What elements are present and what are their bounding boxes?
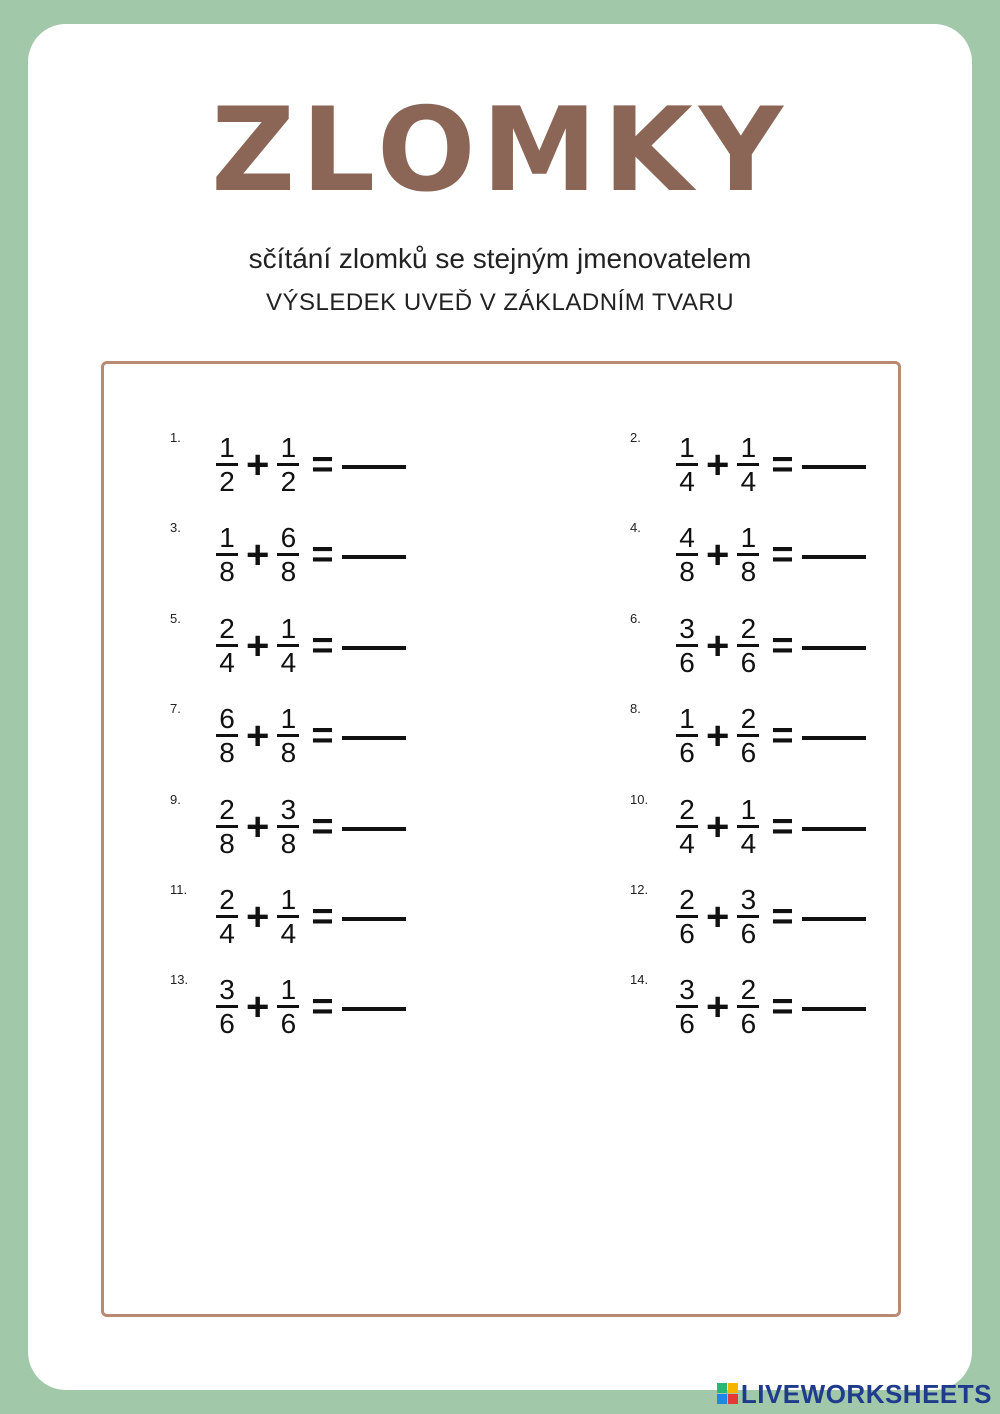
numerator: 2 xyxy=(740,613,757,644)
numerator: 1 xyxy=(280,974,297,1005)
equals-sign: = xyxy=(771,534,794,576)
problem-number: 2. xyxy=(630,430,641,445)
denominator: 8 xyxy=(219,556,235,587)
liveworksheets-logo-icon xyxy=(717,1383,739,1405)
fraction-left xyxy=(214,796,240,858)
equals-sign: = xyxy=(771,896,794,938)
problem-number: 12. xyxy=(630,882,649,897)
denominator: 4 xyxy=(280,918,297,949)
answer-blank[interactable] xyxy=(802,827,866,831)
equals-sign: = xyxy=(771,806,794,848)
plus-sign: + xyxy=(246,533,270,577)
fraction-left xyxy=(674,796,700,858)
denominator: 6 xyxy=(679,918,695,949)
fraction-left xyxy=(674,705,700,767)
denominator: 6 xyxy=(679,1008,695,1039)
fraction-expression xyxy=(674,792,866,862)
brand-text: LIVEWORKSHEETS xyxy=(740,1378,992,1409)
numerator: 1 xyxy=(219,432,235,463)
answer-blank[interactable] xyxy=(802,465,866,469)
liveworksheets-brand xyxy=(717,1380,992,1408)
numerator: 2 xyxy=(679,884,695,915)
problem-number: 1. xyxy=(170,430,181,445)
problem-number: 3. xyxy=(170,520,181,535)
denominator: 8 xyxy=(219,737,235,768)
denominator: 8 xyxy=(280,828,297,859)
fraction-expression xyxy=(214,430,406,500)
fraction-expression xyxy=(214,792,406,862)
fraction-expression xyxy=(214,701,406,771)
problem-number: 7. xyxy=(170,701,181,716)
equals-sign: = xyxy=(771,986,794,1028)
denominator: 6 xyxy=(740,647,757,678)
numerator: 3 xyxy=(740,884,757,915)
equals-sign: = xyxy=(311,896,334,938)
plus-sign: + xyxy=(246,443,270,487)
numerator: 1 xyxy=(219,522,235,553)
problem-number: 11. xyxy=(170,882,188,897)
fraction-expression xyxy=(214,611,406,681)
fraction-right xyxy=(735,524,761,586)
plus-sign: + xyxy=(246,624,270,668)
numerator: 6 xyxy=(280,522,297,553)
equals-sign: = xyxy=(311,625,334,667)
fraction-right xyxy=(735,434,761,496)
fraction-left xyxy=(214,705,240,767)
answer-blank[interactable] xyxy=(802,1007,866,1011)
numerator: 2 xyxy=(219,884,235,915)
denominator: 8 xyxy=(219,828,235,859)
plus-sign: + xyxy=(246,805,270,849)
denominator: 6 xyxy=(740,737,757,768)
denominator: 4 xyxy=(679,828,695,859)
fraction-left xyxy=(214,524,240,586)
denominator: 6 xyxy=(740,918,757,949)
fraction-right xyxy=(735,796,761,858)
fraction-right xyxy=(275,886,301,948)
fraction-left xyxy=(674,524,700,586)
denominator: 8 xyxy=(679,556,695,587)
fraction-expression xyxy=(214,972,406,1042)
answer-blank[interactable] xyxy=(342,646,406,650)
numerator: 1 xyxy=(679,432,695,463)
fraction-left xyxy=(214,976,240,1038)
numerator: 1 xyxy=(280,703,297,734)
denominator: 2 xyxy=(280,466,297,497)
fraction-left xyxy=(674,434,700,496)
plus-sign: + xyxy=(706,714,730,758)
numerator: 1 xyxy=(679,703,695,734)
plus-sign: + xyxy=(706,985,730,1029)
fraction-right xyxy=(275,615,301,677)
problem-number: 8. xyxy=(630,701,641,716)
problem-number: 13. xyxy=(170,972,189,987)
fraction-expression xyxy=(674,520,866,590)
fraction-right xyxy=(275,434,301,496)
numerator: 3 xyxy=(219,974,235,1005)
answer-blank[interactable] xyxy=(342,917,406,921)
fraction-expression xyxy=(674,611,866,681)
numerator: 3 xyxy=(679,974,695,1005)
denominator: 4 xyxy=(219,918,235,949)
fraction-right xyxy=(275,796,301,858)
denominator: 4 xyxy=(280,647,297,678)
numerator: 1 xyxy=(280,432,297,463)
plus-sign: + xyxy=(706,624,730,668)
fraction-left xyxy=(674,615,700,677)
denominator: 6 xyxy=(280,1008,297,1039)
numerator: 2 xyxy=(219,613,235,644)
problem-number: 6. xyxy=(630,611,641,626)
problem-number: 9. xyxy=(170,792,181,807)
fraction-left xyxy=(214,886,240,948)
fraction-expression xyxy=(674,882,866,952)
fraction-right xyxy=(735,615,761,677)
fraction-right xyxy=(735,976,761,1038)
problem-number: 4. xyxy=(630,520,641,535)
fraction-right xyxy=(275,524,301,586)
fraction-left xyxy=(214,434,240,496)
problem-number: 14. xyxy=(630,972,649,987)
answer-blank[interactable] xyxy=(342,827,406,831)
numerator: 1 xyxy=(740,794,757,825)
fraction-expression xyxy=(214,520,406,590)
denominator: 8 xyxy=(740,556,757,587)
fraction-right xyxy=(275,976,301,1038)
answer-blank[interactable] xyxy=(342,1007,406,1011)
denominator: 4 xyxy=(740,466,757,497)
numerator: 1 xyxy=(280,613,297,644)
fraction-expression xyxy=(674,972,866,1042)
problem-number: 10. xyxy=(630,792,649,807)
fraction-left xyxy=(214,615,240,677)
fraction-expression xyxy=(674,701,866,771)
denominator: 8 xyxy=(280,556,297,587)
instruction-text: VÝSLEDEK UVEĎ V ZÁKLADNÍM TVARU xyxy=(265,289,735,316)
fraction-right xyxy=(735,705,761,767)
equals-sign: = xyxy=(311,986,334,1028)
page-subtitle: sčítání zlomků se stejným jmenovatelem xyxy=(248,243,752,274)
fraction-right xyxy=(275,705,301,767)
numerator: 1 xyxy=(740,522,757,553)
equals-sign: = xyxy=(771,715,794,757)
plus-sign: + xyxy=(706,533,730,577)
numerator: 2 xyxy=(740,703,757,734)
answer-blank[interactable] xyxy=(342,465,406,469)
plus-sign: + xyxy=(246,895,270,939)
denominator: 6 xyxy=(219,1008,235,1039)
answer-blank[interactable] xyxy=(802,917,866,921)
equals-sign: = xyxy=(311,715,334,757)
numerator: 2 xyxy=(679,794,695,825)
plus-sign: + xyxy=(246,985,270,1029)
equals-sign: = xyxy=(311,534,334,576)
denominator: 6 xyxy=(679,737,695,768)
numerator: 1 xyxy=(740,432,757,463)
problem-number: 5. xyxy=(170,611,181,626)
answer-blank[interactable] xyxy=(342,736,406,740)
answer-blank[interactable] xyxy=(802,646,866,650)
numerator: 2 xyxy=(740,974,757,1005)
denominator: 4 xyxy=(679,466,695,497)
plus-sign: + xyxy=(706,895,730,939)
fraction-right xyxy=(735,886,761,948)
equals-sign: = xyxy=(311,444,334,486)
answer-blank[interactable] xyxy=(802,736,866,740)
numerator: 2 xyxy=(219,794,235,825)
fraction-left xyxy=(674,976,700,1038)
denominator: 4 xyxy=(740,828,757,859)
page-title: ZLOMKY xyxy=(211,83,789,218)
equals-sign: = xyxy=(311,806,334,848)
answer-blank[interactable] xyxy=(802,555,866,559)
numerator: 3 xyxy=(679,613,695,644)
numerator: 4 xyxy=(679,522,695,553)
fraction-left xyxy=(674,886,700,948)
plus-sign: + xyxy=(706,805,730,849)
numerator: 6 xyxy=(219,703,235,734)
denominator: 8 xyxy=(280,737,297,768)
equals-sign: = xyxy=(771,444,794,486)
denominator: 2 xyxy=(219,466,235,497)
denominator: 4 xyxy=(219,647,235,678)
numerator: 1 xyxy=(280,884,297,915)
denominator: 6 xyxy=(679,647,695,678)
plus-sign: + xyxy=(246,714,270,758)
fraction-expression xyxy=(214,882,406,952)
denominator: 6 xyxy=(740,1008,757,1039)
plus-sign: + xyxy=(706,443,730,487)
answer-blank[interactable] xyxy=(342,555,406,559)
fraction-expression xyxy=(674,430,866,500)
numerator: 3 xyxy=(280,794,297,825)
equals-sign: = xyxy=(771,625,794,667)
